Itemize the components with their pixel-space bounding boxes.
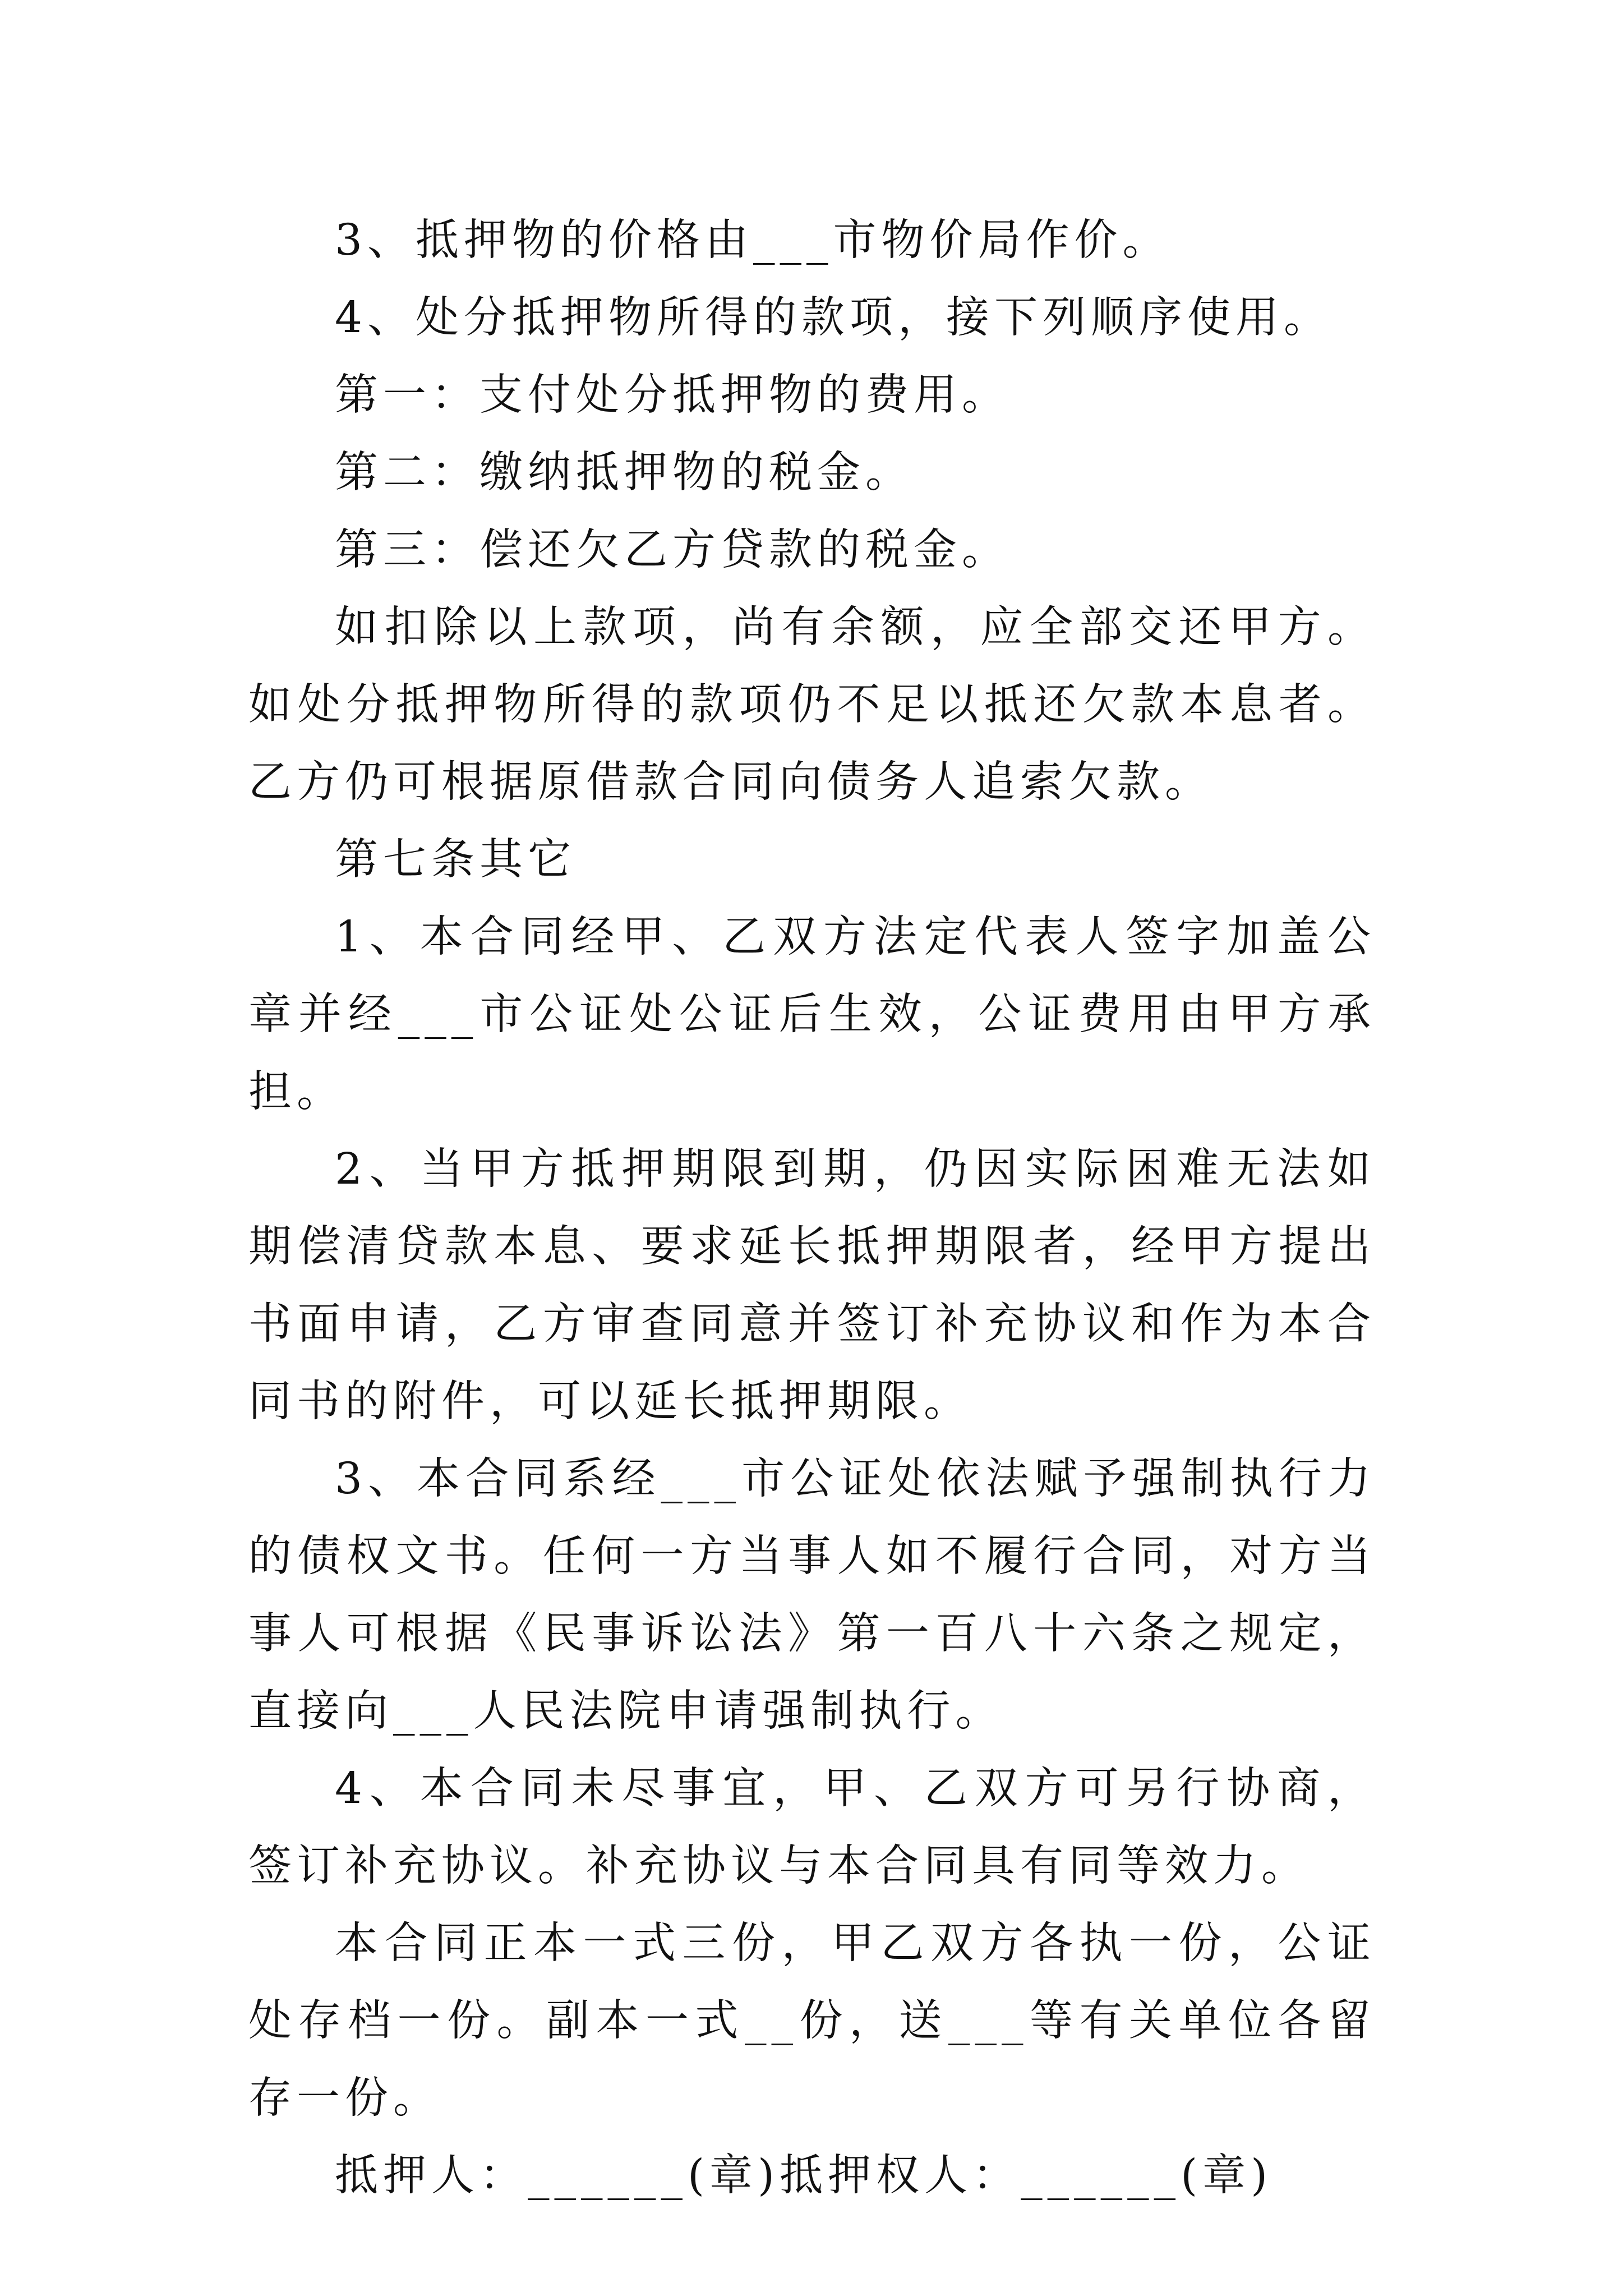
signature-line: 抵押人：______(章)抵押权人：______(章) [335,2151,1273,2201]
paragraph-second: 第二：缴纳抵押物的税金。 [335,448,914,498]
paragraph-third: 第三：偿还欠乙方贷款的税金。 [335,525,1010,575]
paragraph-enforcement: 3、本合同系经___市公证处依法赋予强制执行力的债权文书。任何一方当事人如不履行合同，对方当事人可根据《民事诉讼法》第一百八十六条之规定，直接向___人民法院申请强制执行。 [248,1454,1376,1736]
paragraph-proceeds-order: 4、处分抵押物所得的款项，接下列顺序使用。 [335,293,1332,343]
article-seven-heading: 第七条其它 [335,835,576,885]
paragraph-first: 第一：支付处分抵押物的费用。 [335,370,1010,420]
paragraph-effective: 1、本合同经甲、乙双方法定代表人签字加盖公章并经___市公证处公证后生效，公证费用由甲方承担。 [248,912,1376,1117]
paragraph-copies: 本合同正本一式三份，甲乙双方各执一份，公证处存档一份。副本一式__份，送___等有关单位各留存一份。 [248,1918,1376,2123]
paragraph-supplement: 4、本合同未尽事宜，甲、乙双方可另行协商，签订补充协议。补充协议与本合同具有同等效力。 [248,1764,1376,1891]
paragraph-remainder: 如扣除以上款项，尚有余额，应全部交还甲方。如处分抵押物所得的款项仍不足以抵还欠款本息者。乙方仍可根据原借款合同向债务人追索欠款。 [248,602,1376,807]
paragraph-extension: 2、当甲方抵押期限到期，仍因实际困难无法如期偿清贷款本息、要求延长抵押期限者，经甲方提出书面申请，乙方审查同意并签订补充协议和作为本合同书的附件，可以延长抵押期限。 [248,1144,1376,1427]
paragraph-price-clause: 3、抵押物的价格由___市物价局作价。 [335,215,1171,265]
document-body [248,202,1376,2215]
